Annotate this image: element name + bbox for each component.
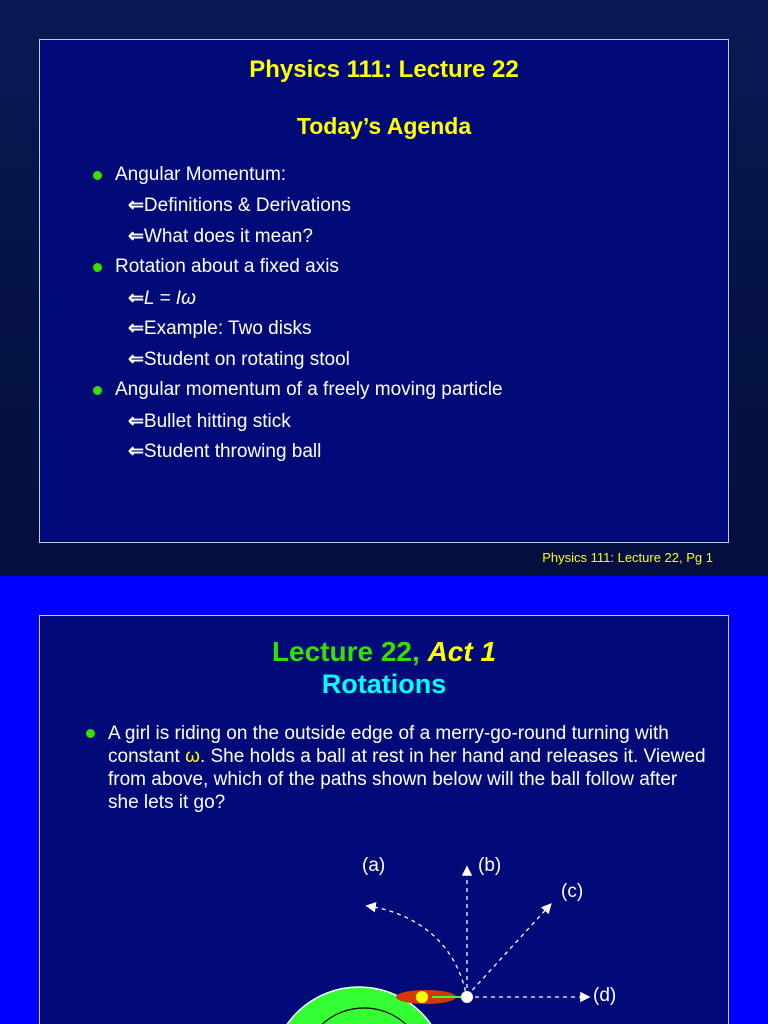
agenda-subitem: ⇐Example: Two disks xyxy=(128,318,312,339)
slide-1-title: Physics 111: Lecture 22 xyxy=(249,56,519,83)
label-a: (a) xyxy=(362,855,386,876)
arrow-left-icon: ⇐ xyxy=(128,288,144,309)
agenda-subitem: ⇐Definitions & Derivations xyxy=(128,195,351,216)
slide-1-subtitle: Today’s Agenda xyxy=(296,113,472,139)
arrow-left-icon: ⇐ xyxy=(128,226,144,247)
slide-2-title: Lecture 22, Act 1 xyxy=(271,636,497,667)
agenda-subitem: ⇐Student on rotating stool xyxy=(128,349,350,370)
agenda-subitem: ⇐Student throwing ball xyxy=(128,441,322,462)
arrow-left-icon: ⇐ xyxy=(128,441,144,462)
agenda-item-3: Angular momentum of a freely moving particle xyxy=(115,379,503,400)
slide-2-frame xyxy=(39,615,729,1024)
arrow-left-icon: ⇐ xyxy=(128,411,144,432)
agenda-item-1: Angular Momentum: xyxy=(115,164,287,185)
label-b: (b) xyxy=(478,855,502,876)
agenda-subitem: ⇐Bullet hitting stick xyxy=(128,411,291,432)
path-c xyxy=(467,905,550,996)
arrow-left-icon: ⇐ xyxy=(128,195,144,216)
agenda-item-2: Rotation about a fixed axis xyxy=(115,256,339,277)
bullet-icon xyxy=(93,386,102,395)
question-text: A girl is riding on the outside edge of a merry-go-round turning with constant ω. She holds a ball at rest in her hand and releases it. Viewed from above, which of the paths shown below will the ball follow after she lets it go? xyxy=(108,722,708,814)
slide-2 xyxy=(0,576,768,1024)
arrow-left-icon: ⇐ xyxy=(128,318,144,339)
slide-2-subtitle: Rotations xyxy=(321,669,447,699)
omega-symbol: ω xyxy=(185,746,200,767)
bullet-icon xyxy=(93,171,102,180)
ball xyxy=(461,991,473,1003)
slide-1-frame xyxy=(39,39,729,543)
merry-go-round-diagram xyxy=(40,616,729,1024)
agenda-subitem: ⇐L = Iω xyxy=(128,288,196,309)
label-c: (c) xyxy=(561,881,584,902)
path-a xyxy=(368,906,467,999)
agenda-subitem: ⇐What does it mean? xyxy=(128,226,313,247)
arrow-left-icon: ⇐ xyxy=(128,349,144,370)
girl-head xyxy=(416,991,428,1003)
bullet-icon xyxy=(93,263,102,272)
slide-1-footer: Physics 111: Lecture 22, Pg 1 xyxy=(542,550,713,565)
label-d: (d) xyxy=(593,985,617,1006)
